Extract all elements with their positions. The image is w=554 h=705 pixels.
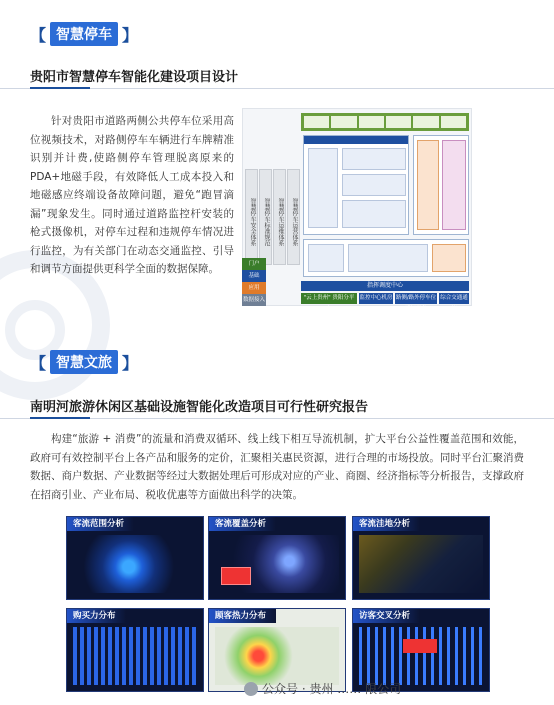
diagram-platform-panel [303,135,409,235]
dashboard-customer-heat: 顾客热力分布 [208,608,346,692]
info-card [221,567,251,585]
dashboard-passenger-coverage: 客流覆盖分析 [208,516,346,600]
diagram-label-app: 应用 [242,282,266,294]
info-card [403,639,437,653]
section-tag-tourism: 【 智慧文旅 】 [30,350,138,374]
section-tag-label: 智慧文旅 [50,350,118,374]
diagram-label-data: 数据接入 [242,294,266,306]
section2-body: 构建“旅游 + 消费”的流量和消费双循环、线上线下相互导流机制，扩大平台公益性覆盖范围和效能，政府可有效控制平台上各产品和服务的定价，汇聚相关惠民资源，进行合理的市场投放。同时平台汇聚消费数据、商户数据、产业数据等经过大数据处理后可形成对应的产业、商圈、经济指标等分析报告，支撑政府在招商引业、产业布局、税收优惠等方面做出科学的决策。 [30,433,524,501]
divider-accent [30,87,90,89]
diagram-bottom-cloud: "云上贵州" 贵阳分平台 [301,293,357,304]
diagram-dispatch-center: 指挥调度中心 [301,281,469,291]
section1-body: 针对贵阳市道路两侧公共停车位采用高位视频技术，对路侧停车车辆进行车牌精准识别并计费,使路侧停车管理脱离原来的PDA+地磁手段，有效降低人工成本投入和地磁感应终端设备故障问题，避免“跑冒滴漏”现象发生。同时通过道路监控杆安装的枪式摄像机，对停车过程和违规停车情况进行监控，为有关部门在动态交通监控、引导和调节方面提供更科学全面的数据保障。 [30,115,234,275]
divider-accent [30,417,90,419]
diagram-label-portal: 门户 [242,258,266,270]
wechat-icon [244,682,258,696]
section1-title: 贵阳市智慧停车智能化建设项目设计 [30,70,239,85]
diagram-portal-bar [301,113,469,131]
dashboard-visitor-cross: 访客交叉分析 [352,608,490,692]
diagram-col-operation: 智慧停车运营体系 [287,169,300,265]
diagram-bottom-sensors: 路侧/路外停车位感知设备 [395,295,437,312]
diagram-label-base: 基础 [242,270,266,282]
dashboard-purchasing-power: 购买力分布 [66,608,204,692]
section2-title: 南明河旅游休闲区基础设施智能化改造项目可行性研究报告 [30,400,369,415]
section-tag-parking: 【 智慧停车 】 [30,22,138,46]
dashboard-passenger-range: 客流范围分析 [66,516,204,600]
diagram-bottom-monitor: 监控中心机房 [359,293,393,304]
diagram-data-panel [303,239,469,277]
lowland-map [359,535,483,593]
bar-chart [73,627,197,685]
diagram-bottom-comm: 综合交通通信 [440,295,468,312]
diagram-col-ops: 智慧停车运维体系 [273,169,286,265]
heat-map [215,627,339,685]
dashboard-passenger-lowland: 客流洼地分析 [352,516,490,600]
diagram-col-standard: 智慧停车标准规范 [259,169,272,265]
footer-watermark: 公众号 · 贵州 …… 限公司 [244,680,401,697]
diagram-col-security: 智慧停车安全体系 [245,169,258,265]
section-tag-label: 智慧停车 [50,22,118,46]
cross-chart [359,627,483,685]
architecture-diagram [242,108,472,312]
diagram-side-panel [413,135,469,235]
heatmap [73,535,197,593]
